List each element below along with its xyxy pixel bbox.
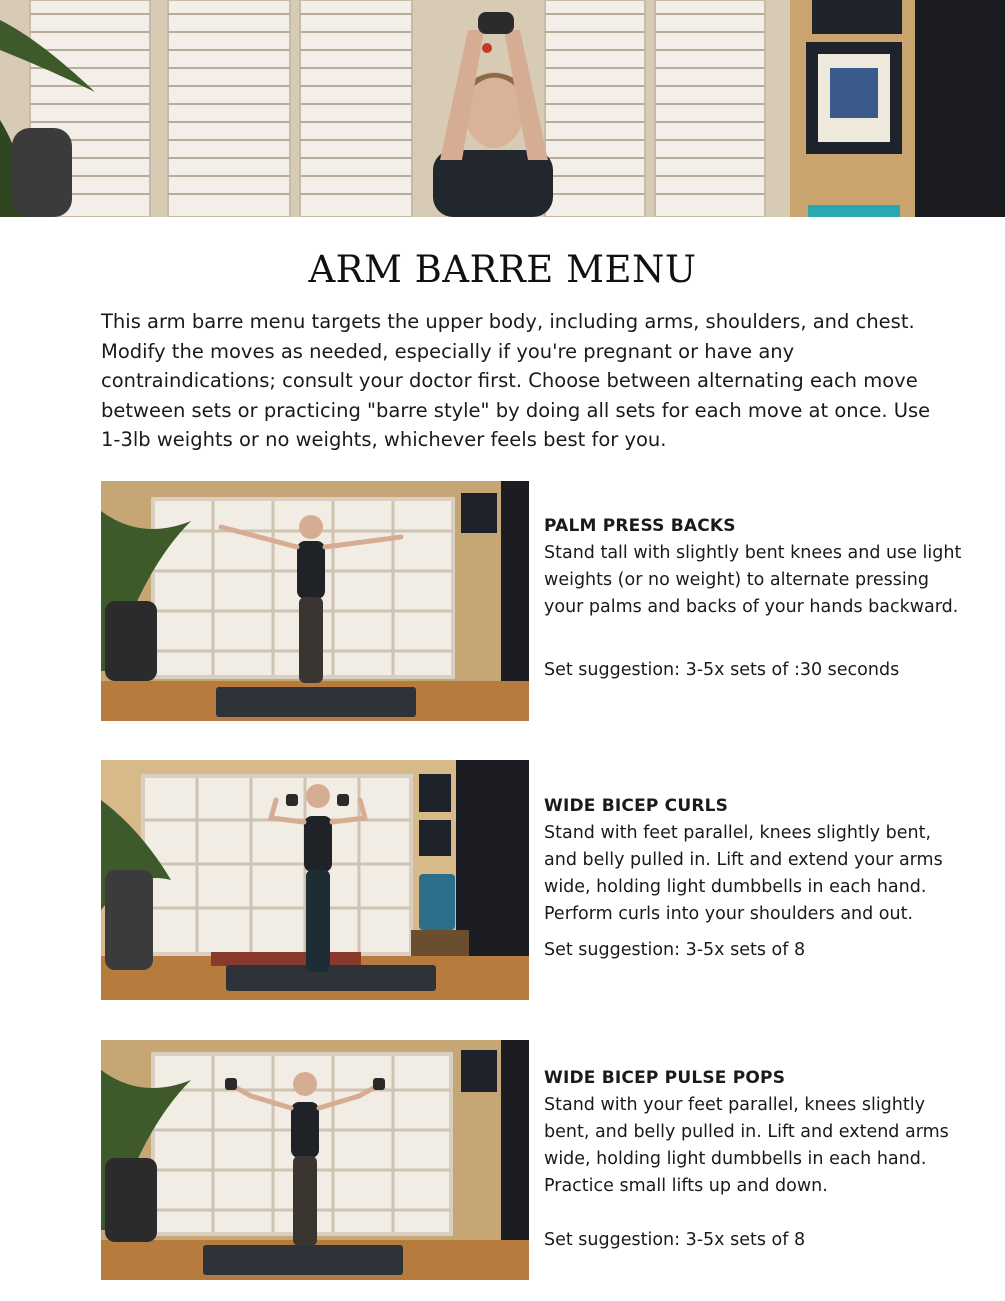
exercise-set-suggestion: Set suggestion: 3-5x sets of :30 seconds	[544, 660, 900, 680]
exercise-set-suggestion: Set suggestion: 3-5x sets of 8	[544, 1230, 806, 1250]
exercise-description: Stand with feet parallel, knees slightly bent, and belly pulled in. Lift and extend your arms wide, holding light dumbbells in each hand. Perform curls into your shoulders and out.	[544, 823, 943, 924]
exercise-photo-wide-bicep-pulse-pops	[101, 1040, 529, 1280]
exercise-title: WIDE BICEP PULSE POPS	[544, 1068, 786, 1088]
exercise-palm-press-backs	[544, 513, 964, 723]
exercise-photo-wide-bicep-curls	[101, 760, 529, 1000]
exercise-photo-palm-press-backs	[101, 481, 529, 721]
page-title: ARM BARRE MENU	[308, 248, 697, 291]
exercise-wide-bicep-pulse-pops	[544, 1065, 964, 1275]
exercise-set-suggestion: Set suggestion: 3-5x sets of 8	[544, 940, 806, 960]
exercise-description: Stand tall with slightly bent knees and use light weights (or no weight) to alternate pressing your palms and backs of your hands backward.	[544, 543, 962, 617]
intro-paragraph: This arm barre menu targets the upper body, including arms, shoulders, and chest. Modify the moves as needed, especially if you're pregnant or have any contraindications; consult your doctor first. Choose between alternating each move between sets or practicing "barre style" by doing all sets for each move at once. Use 1-3lb weights or no weights, whichever feels best for you.	[101, 310, 931, 451]
exercise-wide-bicep-curls	[544, 793, 964, 1003]
exercise-title: PALM PRESS BACKS	[544, 516, 736, 536]
exercise-description: Stand with your feet parallel, knees slightly bent, and belly pulled in. Lift and extend arms wide, holding light dumbbells in each hand. Practice small lifts up and down.	[544, 1095, 949, 1196]
exercise-title: WIDE BICEP CURLS	[544, 796, 729, 816]
hero-photo	[0, 0, 1005, 217]
